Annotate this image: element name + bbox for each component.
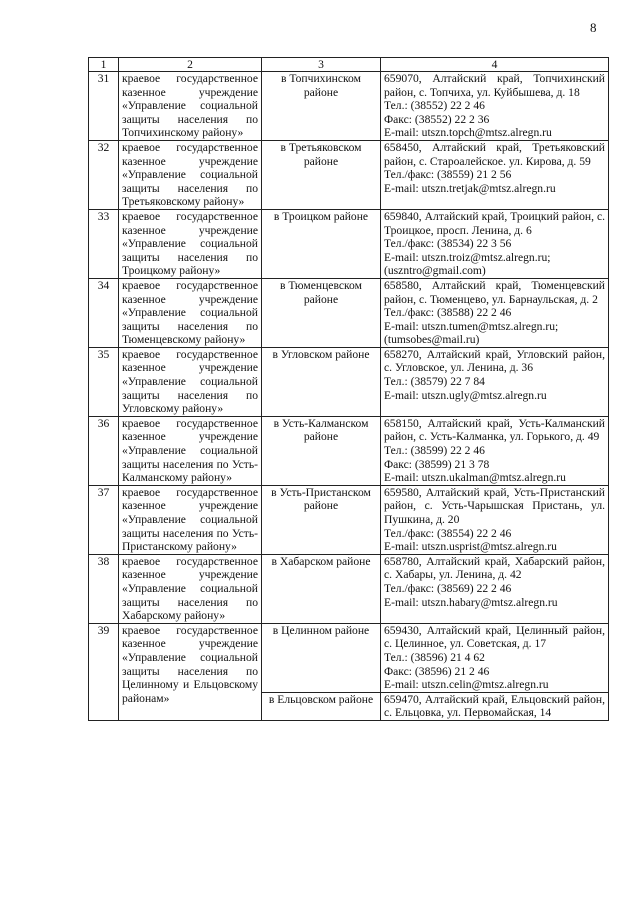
- table-row: [89, 347, 609, 416]
- contact-line: E-mail: utszn.habary@mtsz.alregn.ru: [384, 595, 558, 609]
- contact-line: 658450, Алтайский край, Третьяковский район, с. Староалейское. ул. Кирова, д. 59: [384, 140, 605, 168]
- table-row: [89, 140, 609, 209]
- contact-line: 659430, Алтайский край, Целинный район, с. Целинное, ул. Советская, д. 17: [384, 623, 605, 651]
- contacts-cell: [381, 485, 609, 554]
- contact-line: E-mail: utszn.tumen@mtsz.alregn.ru;: [384, 319, 559, 333]
- district-name: в Хабарском районе: [262, 554, 381, 623]
- header-col-2: 2: [119, 58, 262, 72]
- district-name: в Усть-Калманском районе: [262, 416, 381, 485]
- row-number: 37: [89, 485, 119, 554]
- contact-line: 659580, Алтайский край, Усть-Пристанский район, с. Усть-Чарышская Пристань, ул. Пушкина, д. 20: [384, 485, 605, 526]
- row-number: 35: [89, 347, 119, 416]
- contact-line: 659470, Алтайский край, Ельцовский район, с. Ельцовка, ул. Первомайская, 14: [384, 692, 605, 720]
- district-name: в Угловском районе: [262, 347, 381, 416]
- contact-line: Тел./факс: (38534) 22 3 56: [384, 237, 512, 251]
- organization-name: краевое государственное казенное учреждение «Управление социальной защиты населения по Троицкому району»: [119, 209, 262, 278]
- contact-line: E-mail: utszn.celin@mtsz.alregn.ru: [384, 678, 549, 692]
- contact-line: Тел.: (38552) 22 2 46: [384, 99, 485, 113]
- contact-line: Тел.: (38596) 21 4 62: [384, 650, 485, 664]
- contacts-cell: [381, 347, 609, 416]
- contact-line: E-mail: utszn.topch@mtsz.alregn.ru: [384, 126, 552, 140]
- row-number: 38: [89, 554, 119, 623]
- contact-line: E-mail: utszn.tretjak@mtsz.alregn.ru: [384, 181, 556, 195]
- contact-line: 658150, Алтайский край, Усть-Калманский район, с. Усть-Калманка, ул. Горького, д. 49: [384, 416, 605, 444]
- contact-line: Тел.: (38599) 22 2 46: [384, 444, 485, 458]
- contact-line: 658780, Алтайский край, Хабарский район, с. Хабары, ул. Ленина, д. 42: [384, 554, 605, 582]
- row-number: 32: [89, 140, 119, 209]
- organization-name: краевое государственное казенное учреждение «Управление социальной защиты населения по Третьяковскому району»: [119, 140, 262, 209]
- contact-line: Тел./факс: (38588) 22 2 46: [384, 306, 512, 320]
- organization-name: краевое государственное казенное учреждение «Управление социальной защиты населения по Хабарскому району»: [119, 554, 262, 623]
- contact-line: E-mail: utszn.ukalman@mtsz.alregn.ru: [384, 471, 566, 485]
- header-col-1: 1: [89, 58, 119, 72]
- row-number: 34: [89, 278, 119, 347]
- contacts-cell: [381, 278, 609, 347]
- contacts-cell: [381, 623, 609, 692]
- contact-line: Факс: (38599) 21 3 78: [384, 457, 490, 471]
- contact-line: Тел./факс: (38554) 22 2 46: [384, 526, 512, 540]
- contact-line: 659070, Алтайский край, Топчихинский район, с. Топчиха, ул. Куйбышева, д. 18: [384, 72, 605, 99]
- contacts-cell: [381, 209, 609, 278]
- table-row: [89, 209, 609, 278]
- table-row: [89, 416, 609, 485]
- district-name: в Троицком районе: [262, 209, 381, 278]
- table-row: [89, 485, 609, 554]
- district-name: в Топчихинском районе: [262, 72, 381, 141]
- row-number: 36: [89, 416, 119, 485]
- contact-line: Факс: (38552) 22 2 36: [384, 112, 490, 126]
- district-name: в Ельцовском районе: [262, 692, 381, 720]
- row-number: 31: [89, 72, 119, 141]
- contacts-cell: [381, 72, 609, 141]
- contacts-cell: [381, 554, 609, 623]
- contact-line: 658270, Алтайский край, Угловский район, с. Угловское, ул. Ленина, д. 36: [384, 347, 605, 375]
- page-number: 8: [590, 20, 597, 35]
- contacts-cell: [381, 140, 609, 209]
- contact-line: (tumsobes@mail.ru): [384, 333, 480, 347]
- contact-line: 658580, Алтайский край, Тюменцевский район, с. Тюменцево, ул. Барнаульская, д. 2: [384, 278, 605, 306]
- contacts-cell: [381, 416, 609, 485]
- table-row: [89, 72, 609, 141]
- district-name: в Усть-Пристанском районе: [262, 485, 381, 554]
- organization-name: краевое государственное казенное учреждение «Управление социальной защиты населения по Усть-Калманскому району»: [119, 416, 262, 485]
- contact-line: E-mail: utszn.usprist@mtsz.alregn.ru: [384, 540, 557, 554]
- organization-name: краевое государственное казенное учреждение «Управление социальной защиты населения по Угловскому району»: [119, 347, 262, 416]
- table-row: [89, 554, 609, 623]
- table-header-row: [89, 58, 609, 72]
- district-name: в Тюменцевском районе: [262, 278, 381, 347]
- contact-line: Факс: (38596) 21 2 46: [384, 664, 490, 678]
- contact-line: E-mail: utszn.ugly@mtsz.alregn.ru: [384, 388, 547, 402]
- contact-line: Тел./факс: (38569) 22 2 46: [384, 581, 512, 595]
- organization-name: краевое государственное казенное учреждение «Управление социальной защиты населения по Целинному и Ельцовскому районам»: [119, 623, 262, 720]
- institutions-table: [88, 57, 609, 721]
- header-col-3: 3: [262, 58, 381, 72]
- contact-line: Тел./факс: (38559) 21 2 56: [384, 168, 512, 182]
- table-row: [89, 623, 609, 692]
- table-row: [89, 278, 609, 347]
- contacts-cell: [381, 692, 609, 720]
- contact-line: Тел.: (38579) 22 7 84: [384, 375, 485, 389]
- contact-line: (uszntro@gmail.com): [384, 264, 486, 278]
- organization-name: краевое государственное казенное учреждение «Управление социальной защиты населения по Топчихинскому району»: [119, 72, 262, 141]
- organization-name: краевое государственное казенное учреждение «Управление социальной защиты населения по Усть-Пристанскому району»: [119, 485, 262, 554]
- row-number: 33: [89, 209, 119, 278]
- contact-line: E-mail: utszn.troiz@mtsz.alregn.ru;: [384, 250, 551, 264]
- organization-name: краевое государственное казенное учреждение «Управление социальной защиты населения по Тюменцевскому району»: [119, 278, 262, 347]
- contact-line: 659840, Алтайский край, Троицкий район, с. Троицкое, просп. Ленина, д. 6: [384, 209, 605, 237]
- row-number: 39: [89, 623, 119, 720]
- header-col-4: 4: [381, 58, 609, 72]
- district-name: в Третьяковском районе: [262, 140, 381, 209]
- district-name: в Целинном районе: [262, 623, 381, 692]
